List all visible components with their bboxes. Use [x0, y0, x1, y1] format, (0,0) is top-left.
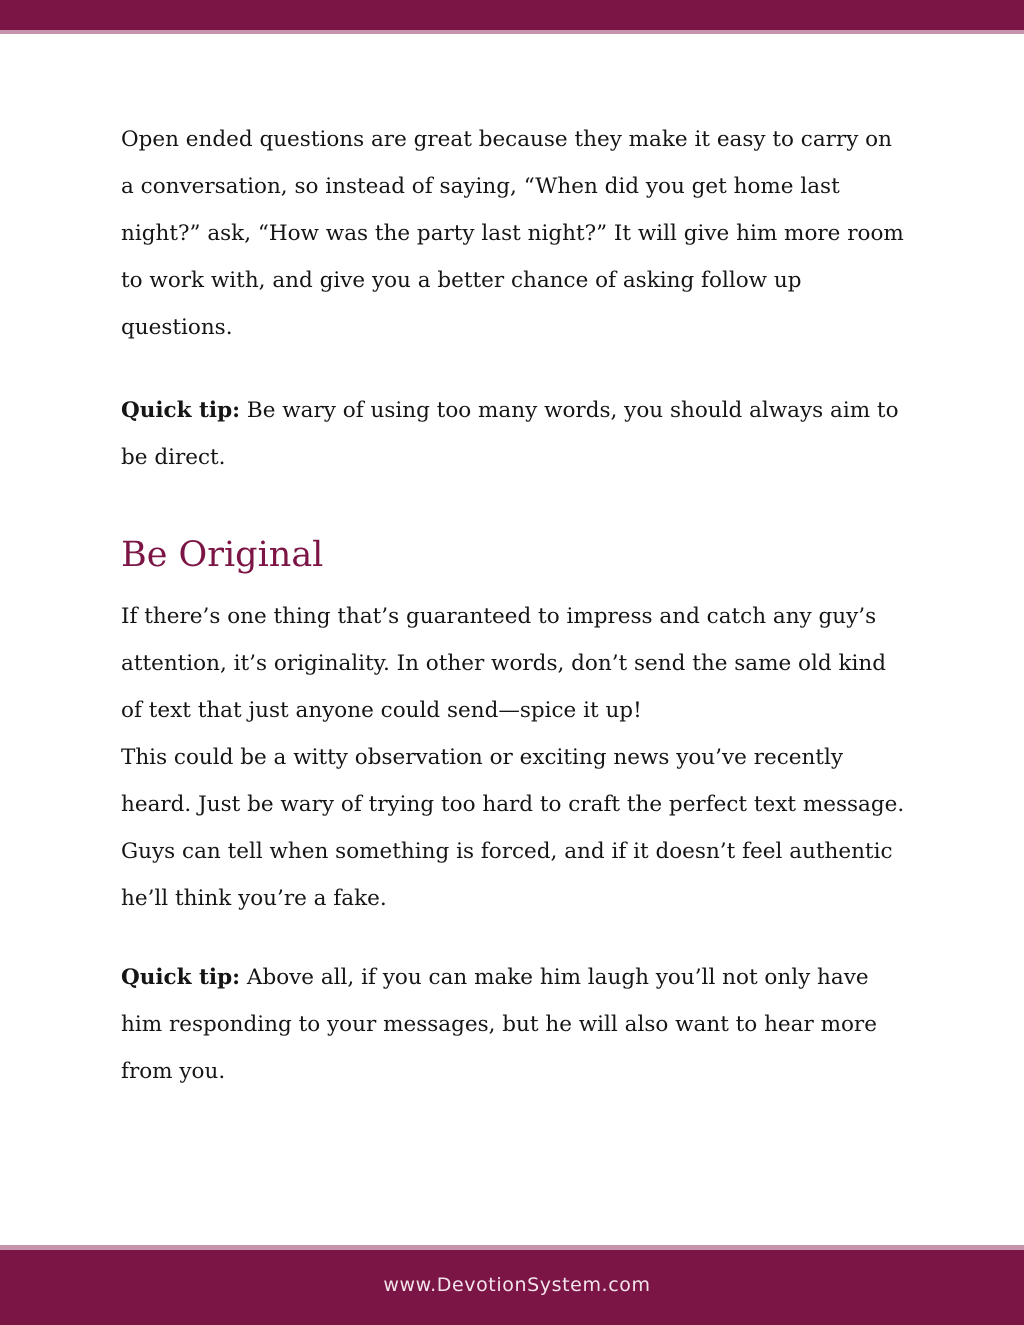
- quick-tip-label: Quick tip:: [121, 398, 241, 423]
- intro-paragraph: Open ended questions are great because they make it easy to carry on a conversation, so instead of saying, “When did you get home last night?” ask, “How was the party last night?” It will give him more room to work with, and give you a better chance of asking follow up questions.: [121, 127, 904, 340]
- footer-website-url: www.DevotionSystem.com: [383, 1274, 651, 1296]
- quick-tip-2: [121, 954, 911, 1095]
- page-content: [121, 116, 911, 1095]
- original-paragraph-1: If there’s one thing that’s guaranteed to impress and catch any guy’s attention, it’s originality. In other words, don’t send the same old kind of text that just anyone could send—spice it up!: [121, 604, 886, 723]
- original-paragraph-2: This could be a witty observation or exciting news you’ve recently heard. Just be wary of trying too hard to craft the perfect text message. Guys can tell when something is forced, and if it doesn’t feel authentic he’ll think you’re a fake.: [121, 745, 905, 911]
- quick-tip-label: Quick tip:: [121, 965, 241, 990]
- quick-tip-text: Above all, if you can make him laugh you’ll not only have him responding to your messages, but he will also want to hear more from you.: [121, 965, 877, 1084]
- top-accent-rule: [0, 30, 1024, 34]
- section-heading: Be Original: [121, 535, 324, 575]
- quick-tip-1: [121, 387, 911, 481]
- quick-tip-text: Be wary of using too many words, you should always aim to be direct.: [121, 398, 899, 470]
- top-header-band: [0, 0, 1024, 30]
